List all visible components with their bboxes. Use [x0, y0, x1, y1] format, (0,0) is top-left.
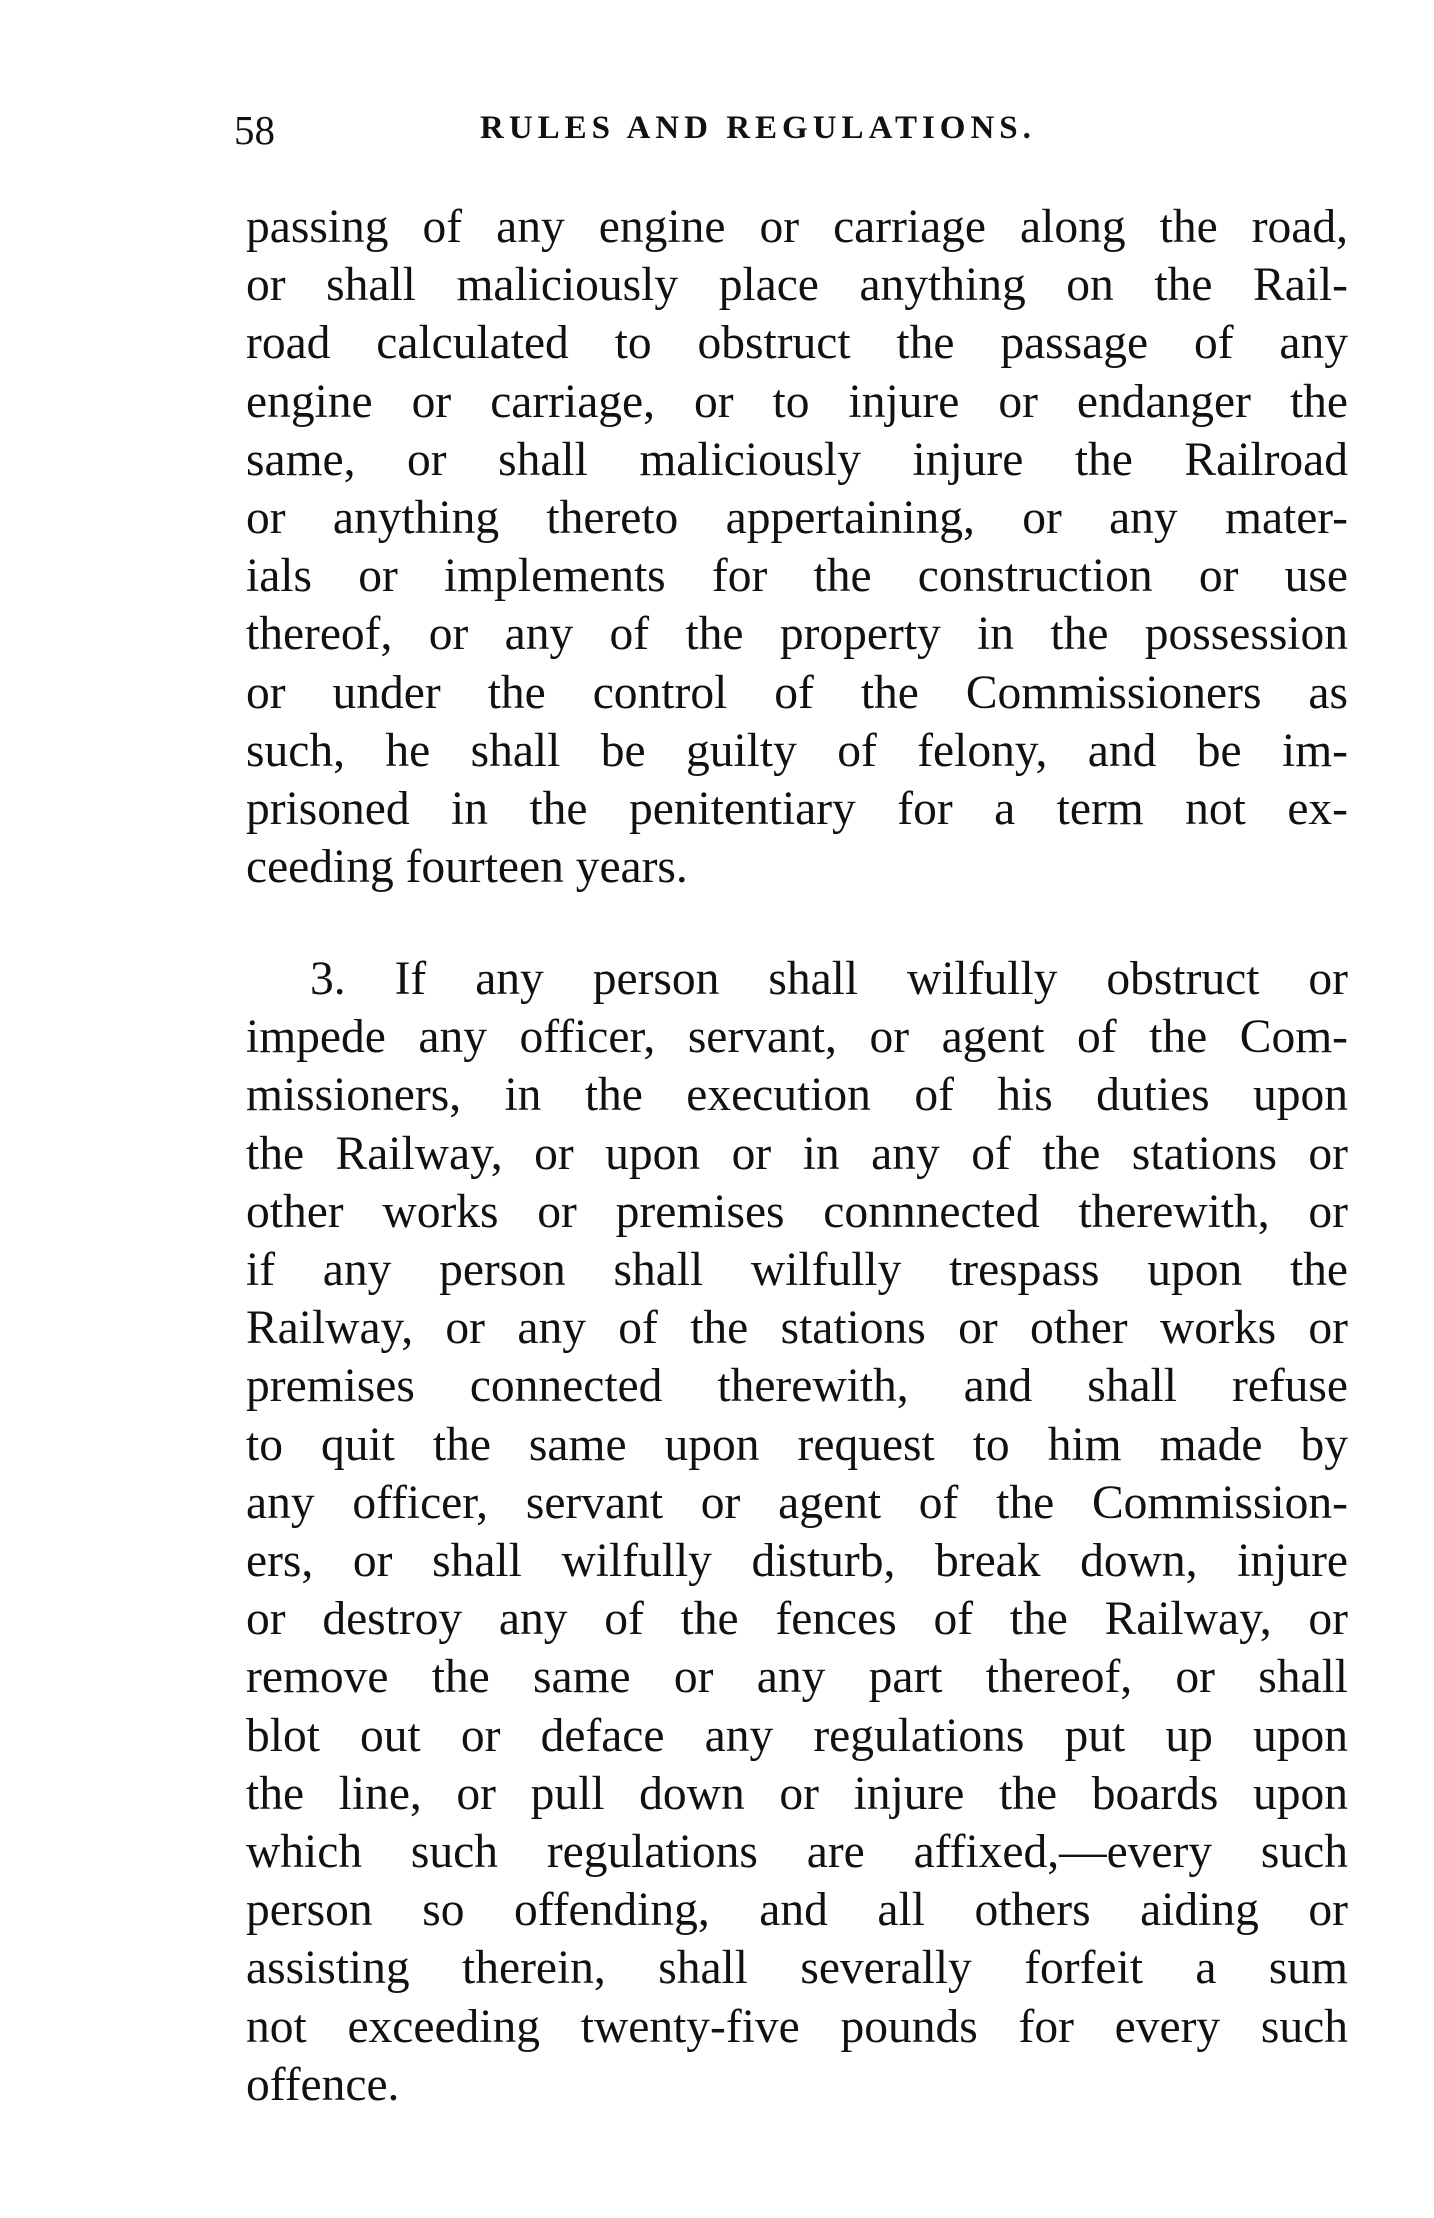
running-header — [234, 106, 1328, 156]
text-line: the Railway, or upon or in any of the stations or — [246, 1127, 1348, 1180]
text-line: remove the same or any part thereof, or shall — [246, 1651, 1348, 1704]
paragraph-continuation — [246, 198, 1348, 896]
text-line: ials or implements for the construction or use — [246, 550, 1348, 603]
text-line: not exceeding twenty-five pounds for every such — [246, 2000, 1348, 2053]
text-line: the line, or pull down or injure the boards upon — [246, 1767, 1348, 1820]
text-line: missioners, in the execution of his duties upon — [246, 1069, 1348, 1122]
text-line: ceeding fourteen years. — [246, 841, 688, 894]
text-line: premises connected therewith, and shall refuse — [246, 1360, 1348, 1413]
text-line: ers, or shall wilfully disturb, break down, injure — [246, 1535, 1348, 1588]
running-title: RULES AND REGULATIONS. — [480, 110, 1036, 146]
text-line: thereof, or any of the property in the possession — [246, 608, 1348, 661]
text-line: or anything thereto appertaining, or any mater- — [246, 492, 1348, 545]
text-line: if any person shall wilfully trespass upon the — [246, 1244, 1348, 1297]
text-line: any officer, servant or agent of the Commission- — [246, 1476, 1348, 1529]
paragraph-section-3 — [246, 950, 1348, 2114]
text-line: other works or premises connnected therewith, or — [246, 1185, 1348, 1238]
text-line: passing of any engine or carriage along the road, — [246, 201, 1348, 253]
text-line: offence. — [246, 2058, 400, 2111]
text-line: impede any officer, servant, or agent of the Com- — [246, 1011, 1348, 1064]
text-line: prisoned in the penitentiary for a term not ex- — [246, 783, 1348, 836]
text-line: Railway, or any of the stations or other works or — [246, 1302, 1348, 1355]
text-line: which such regulations are affixed,—every such — [246, 1826, 1348, 1879]
page-number: 58 — [234, 107, 275, 153]
text-line: blot out or deface any regulations put up upon — [246, 1709, 1348, 1762]
text-line: road calculated to obstruct the passage of any — [246, 317, 1348, 370]
text-line: or shall maliciously place anything on the Rail- — [246, 259, 1348, 312]
text-line: person so offending, and all others aiding or — [246, 1884, 1348, 1937]
text-line: or destroy any of the fences of the Railway, or — [246, 1593, 1348, 1646]
text-line: to quit the same upon request to him made by — [246, 1418, 1348, 1471]
text-line: such, he shall be guilty of felony, and be im- — [246, 724, 1348, 777]
text-line: assisting therein, shall severally forfeit a sum — [246, 1942, 1348, 1995]
text-line: or under the control of the Commissioners as — [246, 666, 1348, 719]
text-line: same, or shall maliciously injure the Railroad — [246, 433, 1348, 486]
text-line: engine or carriage, or to injure or endanger the — [246, 375, 1348, 428]
text-line: 3. If any person shall wilfully obstruct or — [310, 953, 1348, 1005]
